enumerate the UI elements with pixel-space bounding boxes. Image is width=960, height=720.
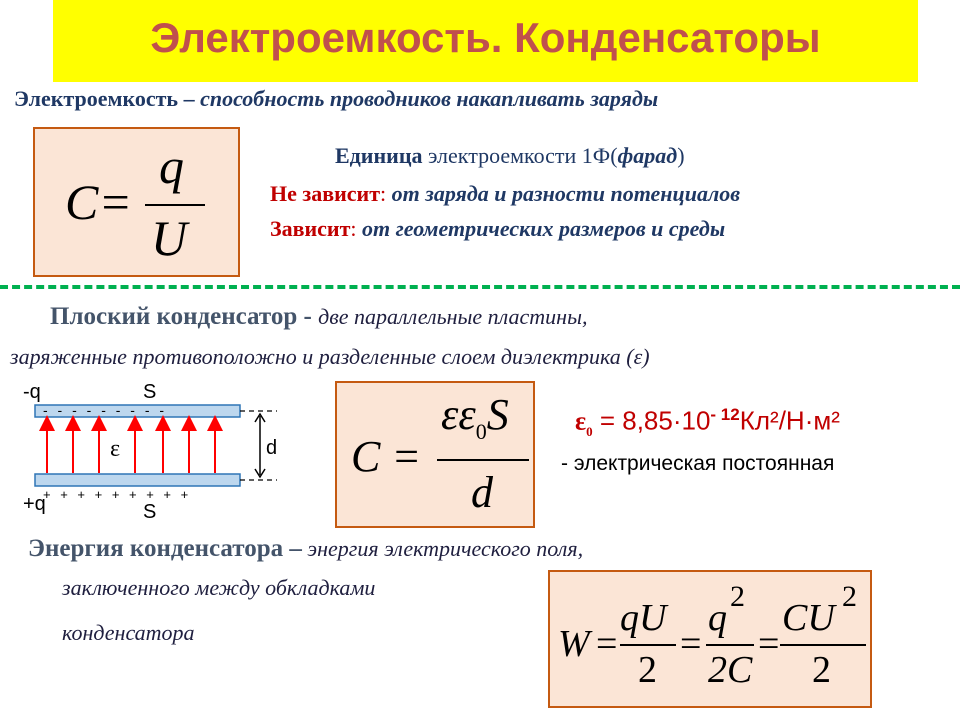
epsilon0-line (575, 405, 840, 440)
unit-close: ) (677, 143, 685, 168)
flat-formula-numerator (441, 389, 509, 445)
depends-colon: : (350, 216, 363, 241)
energy-formula-box (548, 570, 872, 708)
flat-capacitor-text1: две параллельные пластины, (318, 304, 588, 329)
capacitance-denominator: U (151, 210, 188, 266)
epsilon-label: ε (110, 436, 121, 462)
epsilon0-symbol: ε (575, 406, 587, 436)
energy-text3: конденсатора (62, 620, 195, 645)
flat-formula-numerator-eps: εε (441, 390, 476, 439)
flat-capacitor-text2: заряженные противоположно и разделенные слоем диэлектрика (ε) (10, 344, 650, 369)
flat-formula-numerator-sub: 0 (475, 418, 487, 444)
energy-f3-den: 2 (812, 649, 831, 691)
capacitance-numerator: q (159, 138, 184, 194)
not-depends-text: от заряда и разности потенциалов (391, 181, 741, 206)
not-depends-line (270, 181, 740, 207)
energy-f3-num: CU (782, 597, 835, 639)
flat-formula-lhs: C = (351, 432, 422, 481)
energy-eq2: = (680, 623, 702, 665)
epsilon0-sub: 0 (586, 423, 593, 439)
flat-formula-box (335, 381, 535, 528)
capacitance-fraction-line (145, 204, 205, 206)
definition-text: способность проводников накапливать заряды (200, 86, 659, 111)
depends-text: от геометрических размеров и среды (362, 216, 726, 241)
top-area-label: S (143, 381, 157, 403)
field-arrows (47, 423, 215, 473)
definition-line (14, 86, 658, 112)
energy-text2: заключенного между обкладками (62, 575, 376, 600)
energy-term: Энергия конденсатора – (28, 535, 302, 562)
flat-formula-fraction-line (437, 459, 529, 461)
bottom-area-label: S (143, 501, 157, 523)
energy-f2-exp: 2 (730, 580, 745, 613)
energy-f3-exp: 2 (842, 580, 857, 613)
capacitor-diagram (15, 378, 285, 528)
flat-formula-numerator-tail: S (486, 390, 509, 439)
flat-capacitor-term: Плоский конденсатор - (50, 303, 319, 330)
definition-term: Электроемкость (14, 86, 179, 111)
top-charge-label: -q (23, 381, 41, 403)
energy-f2-line (706, 644, 754, 646)
capacitance-formula-box (33, 127, 240, 277)
unit-text: электроемкости 1Ф( (422, 143, 618, 168)
epsilon0-exp: - 12 (710, 405, 740, 424)
definition-dash: – (178, 86, 201, 111)
distance-label: d (266, 437, 278, 459)
not-depends-colon: : (380, 181, 392, 206)
depends-line (270, 216, 725, 242)
flat-formula-denominator: d (471, 468, 493, 517)
energy-f2-den: 2C (708, 649, 753, 691)
epsilon0-unit: Кл²/Н·м² (739, 405, 840, 436)
energy-f1-line (620, 644, 676, 646)
energy-eq3: = (758, 623, 780, 665)
epsilon0-description: - электрическая постоянная (561, 452, 835, 475)
bottom-charge-label: +q (23, 493, 46, 515)
energy-text1: энергия электрического поля, (301, 536, 584, 561)
epsilon0-value: = 8,85·10 (592, 405, 711, 436)
flat-capacitor-line1 (50, 303, 588, 331)
bottom-plate (35, 474, 240, 486)
section-separator (0, 285, 960, 289)
energy-f1-den: 2 (638, 649, 657, 691)
top-plate-signs: - - - - - - - - - (43, 402, 168, 418)
unit-bold: Единица (335, 143, 423, 168)
not-depends-label: Не зависит (270, 181, 381, 206)
energy-line1 (28, 535, 583, 563)
unit-line (335, 143, 685, 169)
capacitance-lhs: C= (65, 174, 133, 230)
energy-f3-line (780, 644, 866, 646)
depends-label: Зависит (270, 216, 351, 241)
energy-f1-num: qU (620, 597, 667, 639)
energy-f2-num: q (708, 597, 727, 639)
bottom-plate-signs: + + + + + + + + + (43, 487, 192, 502)
page-title: Электроемкость. Конденсаторы (150, 14, 821, 61)
unit-name: фарад (617, 143, 678, 168)
energy-lhs: W (558, 623, 590, 665)
energy-eq1: = (596, 623, 618, 665)
